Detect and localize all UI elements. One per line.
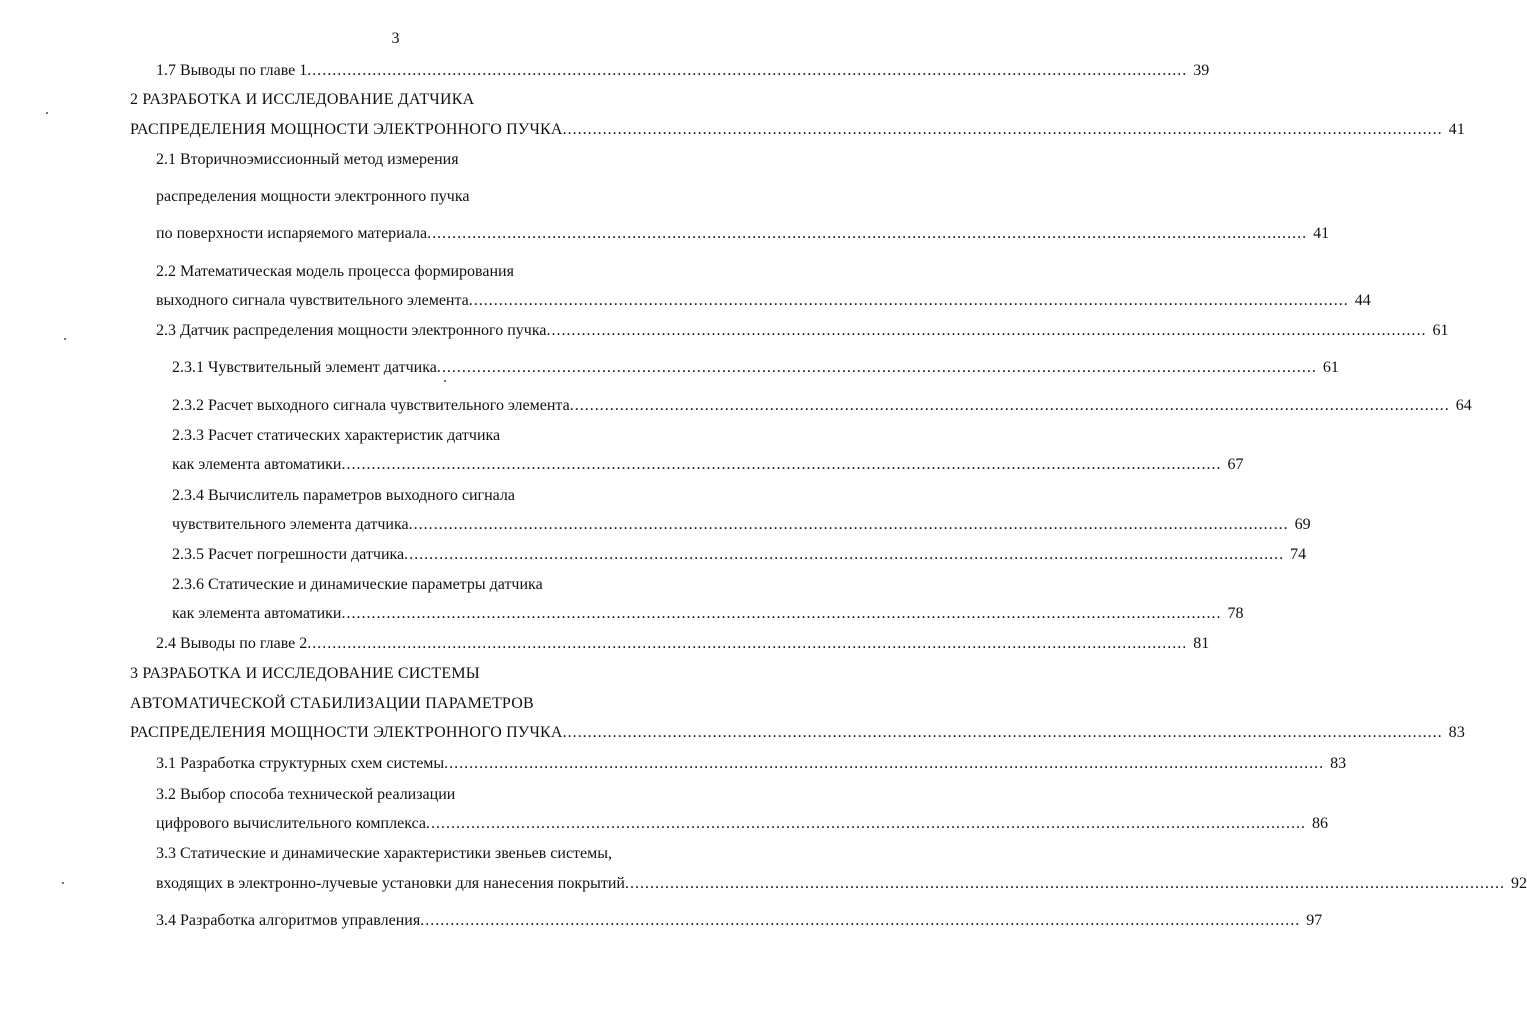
page-number: 3	[391, 30, 400, 47]
toc-entry-3-4	[156, 911, 1323, 931]
toc-entry-2-1-line-1: 2.1 Вторичноэмиссионный метод измерения	[156, 151, 459, 168]
dot-leader: ................................................................................................................................................................................	[436, 359, 1317, 376]
toc-entry-3-2-line-1: 3.2 Выбор способа технической реализации	[156, 786, 456, 803]
toc-entry-page: 61	[1432, 322, 1449, 339]
toc-entry-3-2	[156, 814, 1328, 834]
toc-entry-page: 44	[1354, 292, 1371, 309]
toc-entry-3-1	[156, 754, 1347, 774]
toc-entry-page: 92	[1510, 875, 1527, 892]
dot-leader: ................................................................................................................................................................................	[341, 456, 1222, 473]
dot-leader: ................................................................................................................................................................................	[404, 546, 1285, 563]
dot-leader: ................................................................................................................................................................................	[569, 397, 1450, 414]
toc-entry-2-3-4	[172, 515, 1311, 535]
toc-entry-2-1-line-2: распределения мощности электронного пучка	[156, 188, 470, 205]
toc-entry-title: цифрового вычислительного комплекса	[156, 815, 426, 832]
toc-entry-2-3-3-line-1: 2.3.3 Расчет статических характеристик датчика	[172, 427, 501, 444]
toc-entry-title: РАСПРЕДЕЛЕНИЯ МОЩНОСТИ ЭЛЕКТРОННОГО ПУЧКА	[130, 121, 563, 138]
dot-leader: ................................................................................................................................................................................	[427, 225, 1308, 242]
toc-entry-title: как элемента автоматики	[172, 456, 342, 473]
toc-entry-2-3-1	[172, 358, 1339, 378]
toc-entry-title: 2.3.1 Чувствительный элемент датчика	[172, 359, 437, 376]
toc-entry-page: 69	[1294, 516, 1311, 533]
toc-entry-title: чувствительного элемента датчика	[172, 516, 409, 533]
dot-leader: ................................................................................................................................................................................	[562, 121, 1443, 138]
toc-entry-2-3-4-line-1: 2.3.4 Вычислитель параметров выходного сигнала	[172, 487, 516, 504]
toc-entry-title: 3.4 Разработка алгоритмов управления	[156, 912, 421, 929]
toc-entry-title: выходного сигнала чувствительного элемента	[156, 292, 469, 309]
toc-entry-page: 41	[1448, 121, 1466, 138]
dot-leader: ................................................................................................................................................................................	[468, 292, 1349, 309]
toc-entry-title: 2.3.5 Расчет погрешности датчика	[172, 546, 405, 563]
toc-entry-2-3-3	[172, 455, 1244, 475]
toc-entry-page: 83	[1330, 755, 1347, 772]
scan-speck	[64, 338, 66, 340]
toc-entry-page: 67	[1227, 456, 1244, 473]
toc-entry-title: 2.4 Выводы по главе 2	[156, 635, 308, 652]
toc-entry-page: 83	[1448, 724, 1466, 741]
dot-leader: ................................................................................................................................................................................	[307, 62, 1188, 79]
toc-entry-page: 41	[1313, 225, 1330, 242]
dot-leader: ................................................................................................................................................................................	[341, 605, 1222, 622]
scan-speck	[444, 380, 446, 382]
toc-entry-2-3-6	[172, 604, 1244, 624]
toc-entry-title: как элемента автоматики	[172, 605, 342, 622]
toc-entry-page: 81	[1193, 635, 1210, 652]
dot-leader: ................................................................................................................................................................................	[307, 635, 1188, 652]
dot-leader: ................................................................................................................................................................................	[420, 912, 1301, 929]
toc-chapter-2	[130, 120, 1466, 140]
toc-entry-page: 61	[1322, 359, 1339, 376]
dot-leader: ................................................................................................................................................................................	[624, 875, 1505, 892]
toc-entry-title: 2.3.2 Расчет выходного сигнала чувствительного элемента	[172, 397, 570, 414]
toc-entry-page: 64	[1455, 397, 1472, 414]
dot-leader: ................................................................................................................................................................................	[444, 755, 1325, 772]
toc-entry-title: РАСПРЕДЕЛЕНИЯ МОЩНОСТИ ЭЛЕКТРОННОГО ПУЧКА	[130, 724, 563, 741]
toc-entry-3-3	[156, 874, 1527, 894]
toc-chapter-3-title-line-1: 3 РАЗРАБОТКА И ИССЛЕДОВАНИЕ СИСТЕМЫ	[130, 665, 480, 682]
toc-chapter-3	[130, 723, 1466, 743]
toc-entry-page: 74	[1290, 546, 1307, 563]
scan-speck	[46, 112, 48, 114]
toc-chapter-3-title-line-2: АВТОМАТИЧЕСКОЙ СТАБИЛИЗАЦИИ ПАРАМЕТРОВ	[130, 695, 534, 712]
dot-leader: ................................................................................................................................................................................	[562, 724, 1443, 741]
toc-entry-title: 1.7 Выводы по главе 1	[156, 62, 308, 79]
toc-entry-2-3	[156, 321, 1449, 341]
toc-entry-2-2-line-1: 2.2 Математическая модель процесса формирования	[156, 263, 514, 280]
toc-entry-2-2	[156, 291, 1371, 311]
toc-entry-page: 39	[1193, 62, 1210, 79]
dot-leader: ................................................................................................................................................................................	[546, 322, 1427, 339]
toc-entry-title: по поверхности испаряемого материала	[156, 225, 428, 242]
toc-entry-2-3-6-line-1: 2.3.6 Статические и динамические параметры датчика	[172, 576, 543, 593]
toc-entry-title: 2.3 Датчик распределения мощности электронного пучка	[156, 322, 547, 339]
scan-speck	[62, 882, 64, 884]
toc-entry-3-3-line-1: 3.3 Статические и динамические характеристики звеньев системы,	[156, 845, 613, 862]
toc-entry-title: входящих в электронно-лучевые установки для нанесения покрытий	[156, 875, 625, 892]
toc-entry-2-3-5	[172, 545, 1307, 565]
toc-entry-page: 78	[1227, 605, 1244, 622]
dot-leader: ................................................................................................................................................................................	[425, 815, 1306, 832]
toc-entry-2-4	[156, 634, 1210, 654]
toc-entry-2-3-2	[172, 396, 1472, 416]
toc-entry-1-7	[156, 61, 1210, 81]
toc-entry-page: 86	[1311, 815, 1328, 832]
toc-entry-page: 97	[1306, 912, 1323, 929]
toc-entry-2-1	[156, 224, 1330, 244]
dot-leader: ................................................................................................................................................................................	[408, 516, 1289, 533]
toc-chapter-2-title-line-1: 2 РАЗРАБОТКА И ИССЛЕДОВАНИЕ ДАТЧИКА	[130, 91, 475, 108]
toc-entry-title: 3.1 Разработка структурных схем системы	[156, 755, 445, 772]
